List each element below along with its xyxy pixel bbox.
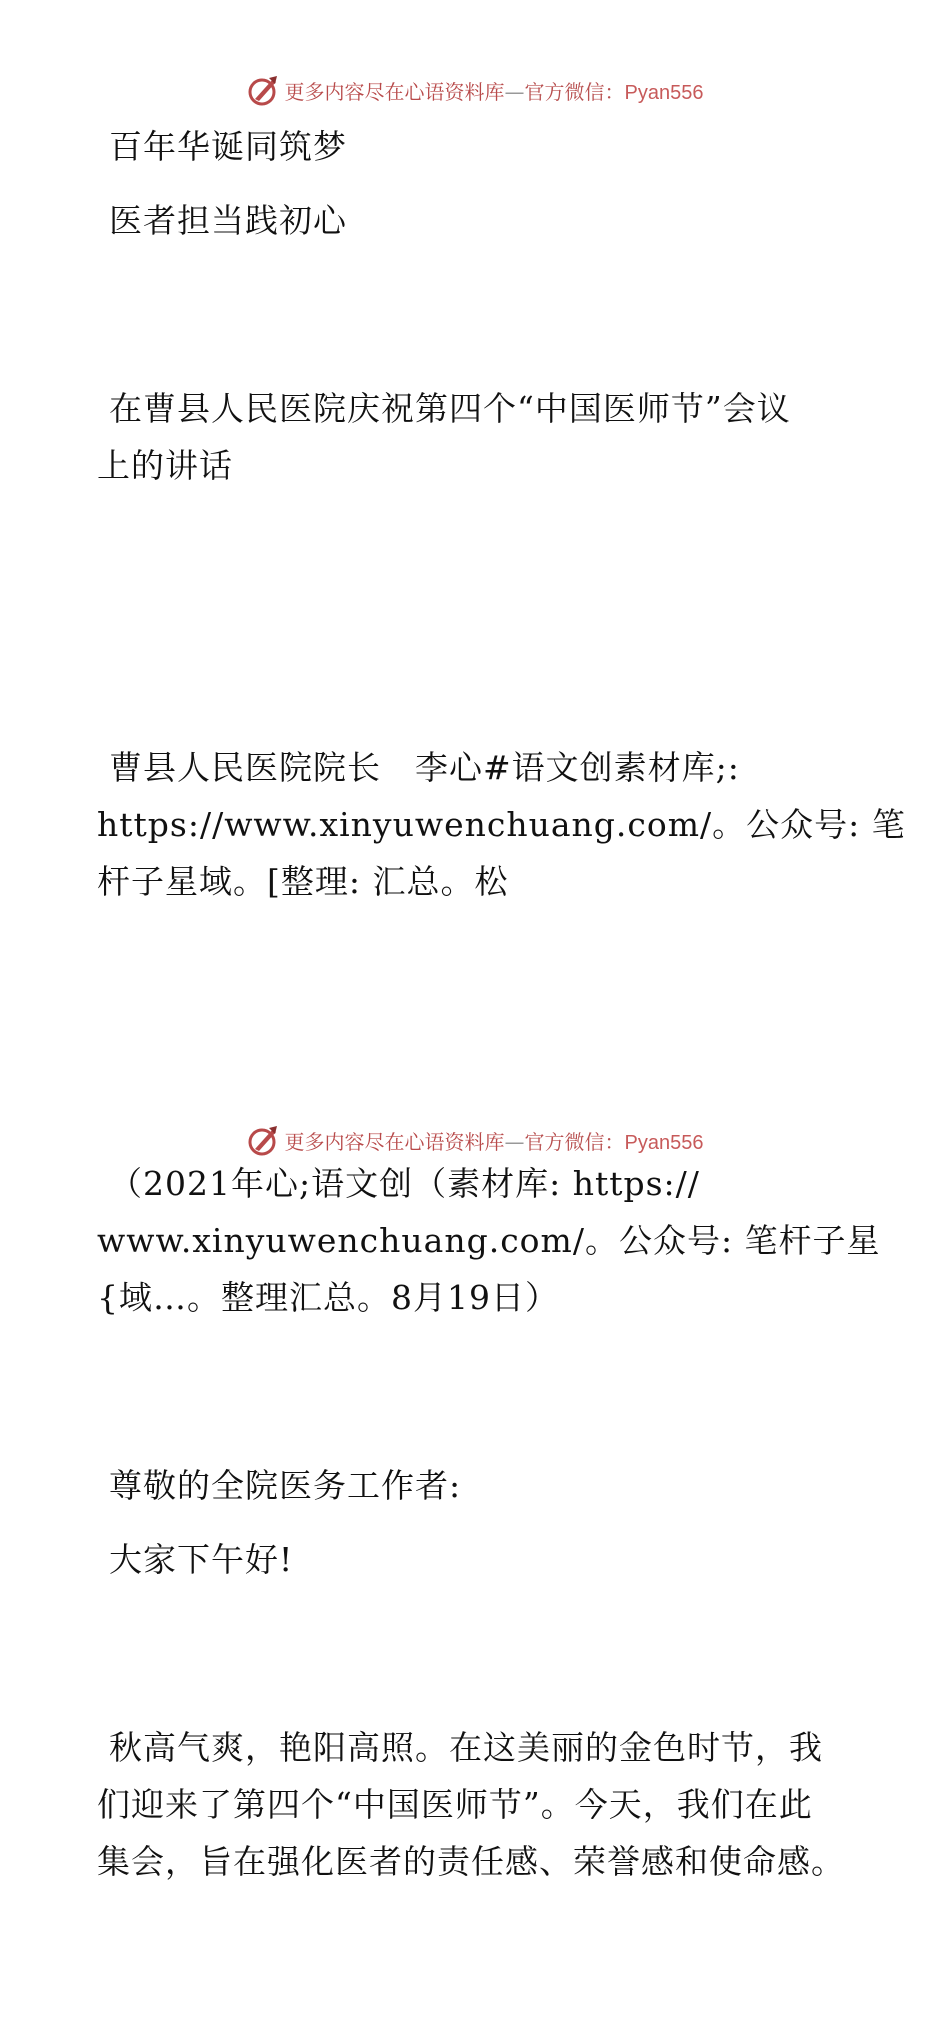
title-line-2: 医者担当践初心 [109,201,347,240]
quill-circle-logo-icon [247,1123,281,1157]
footer-watermark-banner [0,1120,950,1160]
watermark-text: 更多内容尽在心语资料库—官方微信：Pyan556 [284,1129,704,1154]
watermark-text: 更多内容尽在心语资料库—官方微信：Pyan556 [284,79,704,104]
header-watermark-banner [0,70,950,110]
document-body [97,118,906,2021]
date-line: （2021年心;语文创（素材库: https:// www.xinyuwenchuang.com/。公众号: 笔杆子星 {域…。整理汇总。8月19日） [97,1164,881,1317]
author-line: 曹县人民医院院长 李心#语文创素材库;: https://www.xinyuwenchuang.com/。公众号: 笔 杆子星域。[整理: 汇总。松 [97,748,906,901]
speech-title: 在曹县人民医院庆祝第四个“中国医师节”会议 上的讲话 [97,389,791,485]
greeting: 大家下午好! [109,1540,294,1579]
salutation: 尊敬的全院医务工作者: [109,1466,462,1505]
title-line-1: 百年华诞同筑梦 [109,127,347,166]
body-paragraph: 秋高气爽，艳阳高照。在这美丽的金色时节，我 们迎来了第四个“中国医师节”。今天，我们在此 集会，旨在强化医者的责任感、荣誉感和使命感。 [97,1728,845,1881]
quill-circle-logo-icon [247,73,281,107]
